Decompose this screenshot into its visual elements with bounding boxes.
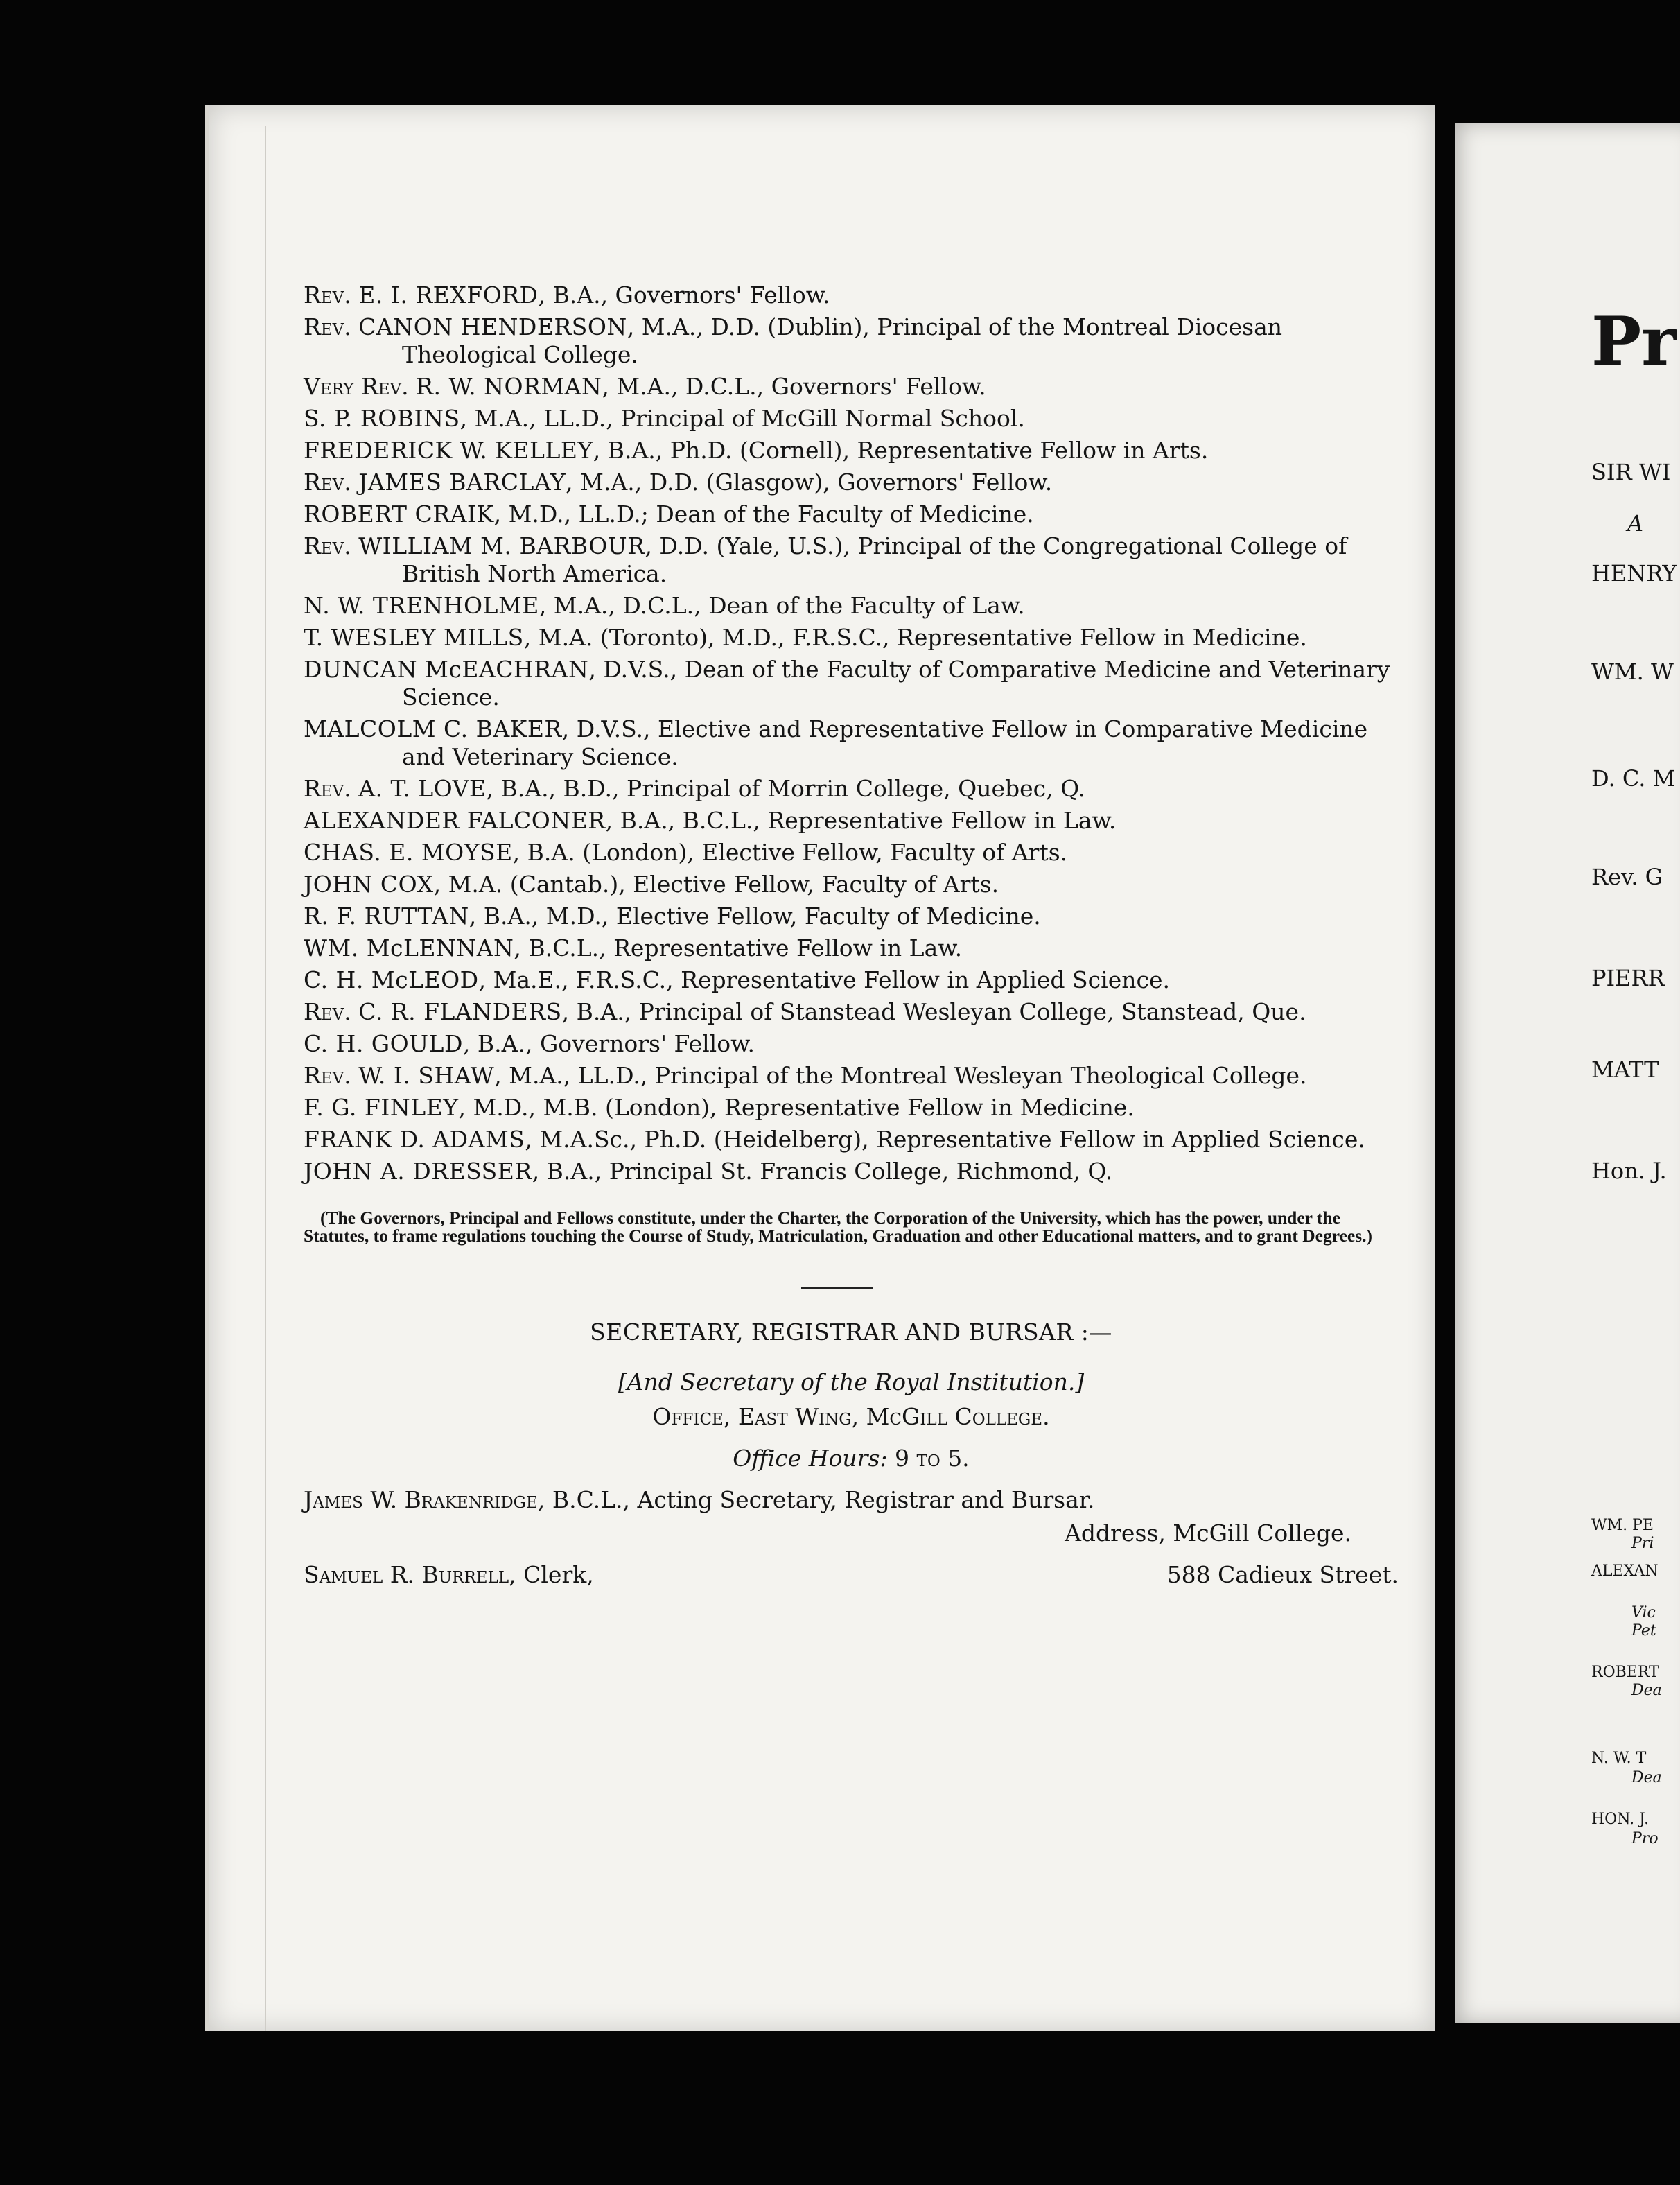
- fellow-entry: [304, 624, 1399, 652]
- fellow-entry: [304, 500, 1399, 528]
- right-line: D. C. M: [1591, 765, 1676, 792]
- fellow-credentials: , M.A. (Toronto), M.D., F.R.S.C., Representative Fellow in Medicine.: [523, 624, 1307, 651]
- fellow-name: R. F. RUTTAN: [304, 903, 469, 930]
- fellow-name: WILLIAM M. BARBOUR: [358, 532, 645, 559]
- fellow-list: [304, 281, 1399, 1185]
- fellow-name: ALEXANDER FALCONER: [304, 807, 606, 834]
- fellow-name: C. H. McLEOD: [304, 966, 479, 993]
- fellow-credentials: , M.A., D.C.L., Governors' Fellow.: [602, 373, 986, 400]
- fellow-name: C. R. FLANDERS: [358, 998, 562, 1025]
- fellow-credentials: , M.D., M.B. (London), Representative Fellow in Medicine.: [458, 1094, 1135, 1121]
- fellow-credentials: , M.A., D.D. (Glasgow), Governors' Fellow.: [566, 469, 1053, 496]
- fellow-entry: [304, 1062, 1399, 1090]
- fellow-entry: [304, 903, 1399, 930]
- fellow-credentials: , B.C.L., Representative Fellow in Law.: [514, 934, 963, 961]
- fellow-entry: [304, 966, 1399, 994]
- fellow-prefix: Rev.: [304, 532, 351, 559]
- fellow-credentials: , M.A. (Cantab.), Elective Fellow, Faculty of Arts.: [433, 871, 999, 898]
- fellow-entry: [304, 871, 1399, 898]
- fellow-entry: [304, 313, 1399, 369]
- royal-institution-line: [And Secretary of the Royal Institution.]: [618, 1368, 1085, 1395]
- fellow-entry: [304, 656, 1399, 711]
- fellow-name: JOHN A. DRESSER: [304, 1158, 532, 1185]
- fellow-name: CHAS. E. MOYSE: [304, 839, 513, 866]
- fellow-name: JOHN COX: [304, 871, 434, 898]
- fellow-prefix: Rev.: [304, 1062, 351, 1089]
- fellow-entry: [304, 469, 1399, 496]
- fellow-credentials: , Ma.E., F.R.S.C., Representative Fellow in Applied Science.: [478, 966, 1170, 993]
- fellow-entry: [304, 807, 1399, 835]
- fellow-prefix: Rev.: [304, 998, 351, 1025]
- fellow-entry: [304, 1030, 1399, 1058]
- fellow-credentials: , M.D., LL.D.; Dean of the Faculty of Medicine.: [493, 500, 1034, 528]
- right-heading-fragment: Pr: [1591, 302, 1677, 381]
- corporation-note: (The Governors, Principal and Fellows constitute, under the Charter, the Corporation of the University, which has the power, under the Statutes, to frame regulations touching the Course of Study, Matriculation, Graduation and other Educational matters, and to grant Degrees.): [304, 1208, 1373, 1246]
- office-hours-value: 9 to 5.: [895, 1445, 970, 1472]
- clerk-address: 588 Cadieux Street.: [1166, 1561, 1399, 1588]
- fellow-name: W. I. SHAW: [358, 1062, 495, 1089]
- secretary-heading: SECRETARY, REGISTRAR AND BURSAR :—: [590, 1318, 1112, 1346]
- fellow-name: F. G. FINLEY: [304, 1094, 459, 1121]
- acting-secretary-title: , B.C.L., Acting Secretary, Registrar and Bursar.: [537, 1486, 1095, 1513]
- fellow-credentials: , M.A., D.D. (Dublin), Principal of the Montreal Diocesan Theological College.: [402, 313, 1283, 368]
- fellow-credentials: , B.A., B.D., Principal of Morrin College, Quebec, Q.: [486, 775, 1086, 802]
- fellow-name: N. W. TRENHOLME: [304, 592, 539, 619]
- office-hours-label: Office Hours:: [733, 1445, 888, 1472]
- fellow-credentials: , M.A., LL.D., Principal of McGill Normal School.: [460, 405, 1025, 432]
- right-line: Rev. G: [1591, 864, 1663, 890]
- fellow-name: T. WESLEY MILLS: [304, 624, 524, 651]
- right-line: HON. J.: [1591, 1811, 1650, 1828]
- right-page-fragments: [1591, 0, 1680, 2185]
- fellow-prefix: Rev.: [304, 775, 351, 802]
- right-line: Dea: [1631, 1769, 1662, 1786]
- fellow-prefix: Rev.: [304, 469, 351, 496]
- fellow-entry: [304, 934, 1399, 962]
- fellow-credentials: , B.A., Principal of Stanstead Wesleyan College, Stanstead, Que.: [561, 998, 1306, 1025]
- office-location: Office, East Wing, McGill College.: [652, 1403, 1050, 1430]
- clerk-name: Samuel R. Burrell: [304, 1561, 509, 1588]
- fellow-prefix: Rev.: [304, 313, 351, 340]
- right-line: ROBERT: [1591, 1664, 1659, 1681]
- fellow-name: JAMES BARCLAY: [358, 469, 566, 496]
- fellow-credentials: , D.D. (Yale, U.S.), Principal of the Congregational College of British North America.: [402, 532, 1347, 587]
- fellow-entry: [304, 1126, 1399, 1154]
- right-line: N. W. T: [1591, 1750, 1647, 1767]
- clerk-line: [304, 1561, 1399, 1589]
- fellow-entry: [304, 437, 1399, 464]
- fellow-entry: [304, 998, 1399, 1026]
- right-line: Pri: [1631, 1535, 1654, 1552]
- fellow-credentials: , D.V.S., Dean of the Faculty of Comparative Medicine and Veterinary Science.: [402, 656, 1390, 711]
- fellow-credentials: , M.A., D.C.L., Dean of the Faculty of Law.: [539, 592, 1025, 619]
- fellow-credentials: , B.A. (London), Elective Fellow, Faculty of Arts.: [512, 839, 1068, 866]
- acting-secretary: [304, 1486, 1399, 1514]
- fellow-entry: [304, 715, 1399, 771]
- fellow-credentials: , D.V.S., Elective and Representative Fellow in Comparative Medicine and Veterinary Science.: [402, 715, 1368, 770]
- fellow-name: R. W. NORMAN: [416, 373, 602, 400]
- fellow-name: A. T. LOVE: [358, 775, 487, 802]
- fellow-credentials: , M.A., LL.D., Principal of the Montreal Wesleyan Theological College.: [494, 1062, 1307, 1089]
- right-line: MATT: [1591, 1056, 1659, 1083]
- fellow-name: CANON HENDERSON: [358, 313, 627, 340]
- fellow-entry: [304, 1158, 1399, 1185]
- fellow-credentials: , B.A., Ph.D. (Cornell), Representative Fellow in Arts.: [593, 437, 1209, 464]
- fellow-name: ROBERT CRAIK: [304, 500, 494, 528]
- fellow-entry: [304, 532, 1399, 588]
- fellow-entry: [304, 775, 1399, 803]
- right-line: WM. PE: [1591, 1517, 1654, 1534]
- office-hours: [304, 1445, 1399, 1472]
- secretary-address: Address, McGill College.: [1065, 1520, 1351, 1547]
- clerk-title: , Clerk,: [509, 1561, 594, 1588]
- fellow-name: E. I. REXFORD: [358, 281, 539, 308]
- fellow-entry: [304, 281, 1399, 309]
- fellow-name: WM. McLENNAN: [304, 934, 514, 961]
- fellow-prefix: Rev.: [304, 281, 351, 308]
- fellow-credentials: , B.A., B.C.L., Representative Fellow in Law.: [605, 807, 1117, 834]
- fellow-credentials: , B.A., Principal St. Francis College, Richmond, Q.: [532, 1158, 1113, 1185]
- right-line: Vic: [1631, 1604, 1656, 1621]
- right-line: SIR WI: [1591, 459, 1671, 485]
- right-line: Hon. J.: [1591, 1158, 1667, 1184]
- section-divider: [801, 1287, 873, 1289]
- fellow-name: C. H. GOULD: [304, 1030, 463, 1057]
- fellow-entry: [304, 839, 1399, 867]
- fellow-entry: [304, 405, 1399, 433]
- fellow-credentials: , B.A., Governors' Fellow.: [462, 1030, 755, 1057]
- fellow-name: FREDERICK W. KELLEY: [304, 437, 593, 464]
- fellow-credentials: , B.A., M.D., Elective Fellow, Faculty of Medicine.: [469, 903, 1041, 930]
- fellow-prefix: Very Rev.: [304, 373, 409, 400]
- fellow-entry: [304, 1094, 1399, 1122]
- fellow-entry: [304, 592, 1399, 620]
- fellow-name: DUNCAN McEACHRAN: [304, 656, 589, 683]
- right-line: Dea: [1631, 1682, 1662, 1699]
- right-line: ALEXAN: [1591, 1562, 1659, 1580]
- fellow-name: S. P. ROBINS: [304, 405, 460, 432]
- right-line: A: [1627, 510, 1644, 537]
- fellow-name: MALCOLM C. BAKER: [304, 715, 562, 742]
- fellows-content: [304, 281, 1399, 1589]
- acting-secretary-name: James W. Brakenridge: [304, 1486, 538, 1513]
- right-line: HENRY: [1591, 560, 1677, 586]
- right-line: Pro: [1631, 1830, 1659, 1847]
- right-line: Pet: [1631, 1622, 1656, 1639]
- fellow-credentials: , B.A., Governors' Fellow.: [538, 281, 830, 308]
- fellow-credentials: , M.A.Sc., Ph.D. (Heidelberg), Representative Fellow in Applied Science.: [525, 1126, 1365, 1153]
- right-line: WM. W: [1591, 659, 1674, 685]
- fellow-name: FRANK D. ADAMS: [304, 1126, 525, 1153]
- right-line: PIERR: [1591, 965, 1665, 991]
- fellow-entry: [304, 373, 1399, 401]
